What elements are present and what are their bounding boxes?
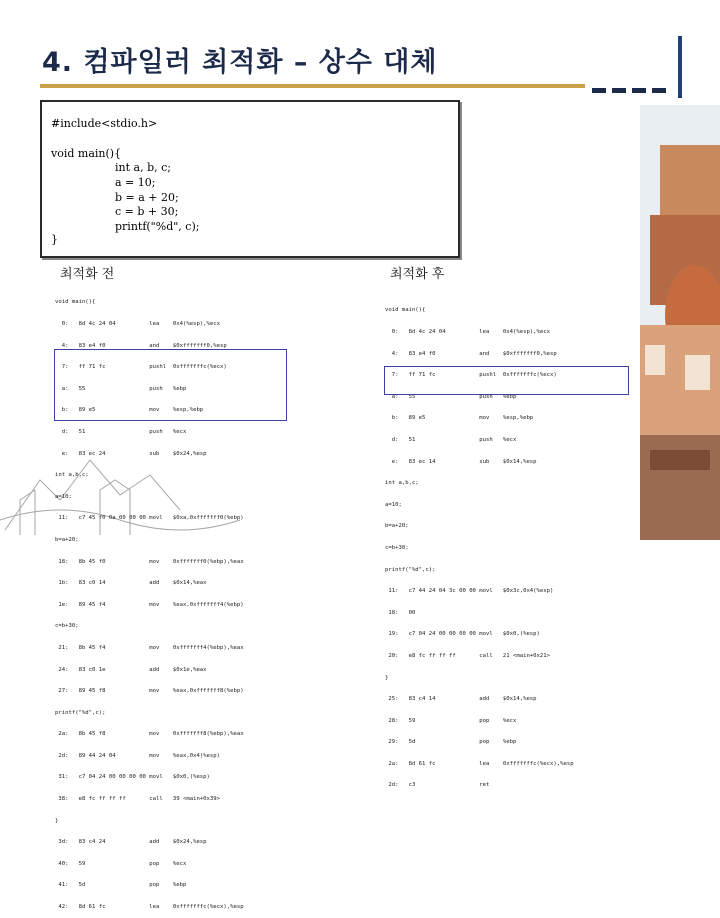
asm-line: b: 89 e5 mov %esp,%ebp xyxy=(55,407,204,414)
asm-line: 42: 8d 61 fc lea 0xfffffffc(%ecx),%esp xyxy=(55,904,244,911)
code-line: c = b + 30; xyxy=(115,205,179,218)
asm-line: int a,b,c; xyxy=(385,480,419,487)
source-code-box xyxy=(40,100,460,258)
highlight-box-after xyxy=(384,366,629,395)
asm-line: 21: 8b 45 f4 mov 0xfffffff4(%ebp),%eax xyxy=(55,644,244,651)
asm-line: 1e: 89 45 f4 mov %eax,0xfffffff4(%ebp) xyxy=(55,601,244,608)
asm-line: 2d: 89 44 24 04 mov %eax,0x4(%esp) xyxy=(55,752,221,759)
asm-line: 2a: 8b 45 f8 mov 0xfffffff8(%ebp),%eax xyxy=(55,731,244,738)
asm-line: void main(){ xyxy=(385,307,426,314)
asm-line: void main(){ xyxy=(55,299,96,306)
asm-line: printf("%d",c); xyxy=(385,566,436,573)
code-line: b = a + 20; xyxy=(115,191,179,204)
asm-line: 38: e8 fc ff ff ff call 39 <main+0x39> xyxy=(55,796,221,803)
asm-line: c=b+30; xyxy=(385,544,409,551)
code-line: } xyxy=(51,233,58,246)
asm-line: a=10; xyxy=(55,493,72,500)
asm-line: 0: 8d 4c 24 04 lea 0x4(%esp),%ecx xyxy=(55,321,221,327)
asm-line: 41: 5d pop %ebp xyxy=(55,882,187,889)
asm-line: 11: c7 44 24 04 3c 00 00 movl $0x3c,0x4(%esp) xyxy=(385,588,554,595)
asm-line: c=b+30; xyxy=(55,623,79,630)
caption-before: 최적화 전 xyxy=(60,267,115,282)
title-dash xyxy=(612,88,626,93)
background-photo xyxy=(640,105,720,540)
asm-line: b=a+20; xyxy=(385,523,409,530)
asm-line: d: 51 push %ecx xyxy=(55,428,187,435)
asm-line: 7: ff 71 fc pushl 0xfffffffc(%ecx) xyxy=(385,372,557,379)
asm-line: 1b: 83 c0 14 add $0x14,%eax xyxy=(55,580,207,587)
asm-line: 25: 83 c4 14 add $0x14,%esp xyxy=(385,696,537,703)
asm-line: } xyxy=(55,817,59,824)
asm-line: e: 83 ec 14 sub $0x14,%esp xyxy=(385,458,537,465)
asm-line: 11: c7 45 f0 0a 00 00 00 movl $0xa,0xfffffff0(%ebp) xyxy=(55,515,244,522)
asm-line: int a,b,c; xyxy=(55,472,89,479)
asm-line: 3d: 83 c4 24 add $0x24,%esp xyxy=(55,839,207,846)
asm-line: 4: 83 e4 f0 and $0xfffffff0,%esp xyxy=(55,342,227,349)
asm-line: b: 89 e5 mov %esp,%ebp xyxy=(385,415,534,422)
asm-line: 29: 5d pop %ebp xyxy=(385,739,517,746)
asm-line: d: 51 push %ecx xyxy=(385,436,517,443)
asm-line: 27: 89 45 f8 mov %eax,0xfffffff8(%ebp) xyxy=(55,688,244,695)
code-line: void main(){ xyxy=(51,147,122,160)
asm-line: 2d: c3 ret xyxy=(385,782,490,789)
caption-after: 최적화 후 xyxy=(390,267,445,282)
asm-line: a: 55 push %ebp xyxy=(385,393,517,400)
asm-line: b=a+20; xyxy=(55,536,79,543)
asm-line: 19: c7 04 24 00 00 00 00 movl $0x0,(%esp) xyxy=(385,631,540,638)
code-line: #include<stdio.h> xyxy=(51,117,158,130)
asm-line: a=10; xyxy=(385,501,402,508)
asm-line: a: 55 push %ebp xyxy=(55,385,187,392)
title-dash xyxy=(592,88,606,93)
asm-line: 40: 59 pop %ecx xyxy=(55,860,187,867)
asm-line: } xyxy=(385,674,389,681)
code-line: int a, b, c; xyxy=(115,161,171,174)
slide-title: 4. 컴파일러 최적화 – 상수 대체 xyxy=(42,47,438,78)
asm-line: 28: 59 pop %ecx xyxy=(385,717,517,724)
accent-bar xyxy=(678,36,682,98)
asm-line: 31: c7 04 24 00 00 00 00 movl $0x0,(%esp) xyxy=(55,774,210,781)
asm-line: 20: e8 fc ff ff ff call 21 <main+0x21> xyxy=(385,652,551,659)
asm-line: 18: 00 xyxy=(385,609,416,616)
asm-line: 0: 8d 4c 24 04 lea 0x4(%esp),%ecx xyxy=(385,329,551,335)
asm-line: printf("%d",c); xyxy=(55,709,106,716)
asm-line: 18: 8b 45 f0 mov 0xfffffff0(%ebp),%eax xyxy=(55,558,244,565)
asm-line: 7: ff 71 fc pushl 0xfffffffc(%ecx) xyxy=(55,364,227,371)
asm-line: 4: 83 e4 f0 and $0xfffffff0,%esp xyxy=(385,350,557,357)
code-line: printf("%d", c); xyxy=(115,220,200,233)
asm-line: 24: 83 c0 1e add $0x1e,%eax xyxy=(55,666,207,673)
title-dash xyxy=(632,88,646,93)
code-line: a = 10; xyxy=(115,176,156,189)
highlight-box-before xyxy=(54,349,287,421)
title-underline xyxy=(40,84,585,88)
asm-line: 2a: 8d 61 fc lea 0xfffffffc(%ecx),%esp xyxy=(385,760,574,767)
title-dash xyxy=(652,88,666,93)
asm-line: e: 83 ec 24 sub $0x24,%esp xyxy=(55,450,207,457)
